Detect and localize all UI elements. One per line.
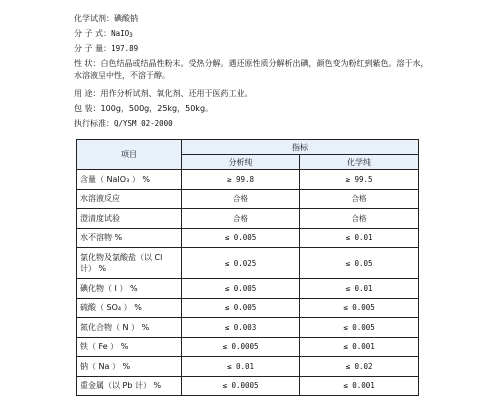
item-cell: 铁（ Fe ） % xyxy=(77,337,182,357)
analytical-value-cell: ≤ 0.0005 xyxy=(182,337,300,357)
analytical-value-cell: ≤ 0.005 xyxy=(182,228,300,248)
chemical-value-cell: ≥ 99.5 xyxy=(300,170,419,190)
table-row xyxy=(77,228,419,248)
table-row xyxy=(77,209,419,229)
use-label: 用 途： xyxy=(74,89,101,98)
analytical-value-cell: ≤ 0.005 xyxy=(182,279,300,299)
table-row xyxy=(77,318,419,338)
chemical-value-cell: ≤ 0.005 xyxy=(300,298,419,318)
item-cell: 澄清度试验 xyxy=(77,209,182,229)
grade-chemical-header: 化学纯 xyxy=(300,155,419,170)
package-label: 包 装： xyxy=(74,104,101,113)
item-cell: 氯化物及氯酸盐（以 Cl 计） % xyxy=(77,248,182,279)
analytical-value-cell: 合格 xyxy=(182,189,300,209)
use-value: 用作分析试剂、氧化剂、还用于医药工业。 xyxy=(100,89,253,98)
standard-label: 执行标准： xyxy=(74,119,114,128)
chemical-value-cell: 合格 xyxy=(300,209,419,229)
chemical-value-cell: ≤ 0.001 xyxy=(300,337,419,357)
standard-line xyxy=(74,118,173,130)
item-header: 项目 xyxy=(77,140,182,170)
item-cell: 重金属（以 Pb 计） % xyxy=(77,376,182,396)
item-cell: 水不溶物 % xyxy=(77,228,182,248)
formula-value: NaIO xyxy=(111,29,130,38)
analytical-value-cell: ≥ 99.8 xyxy=(182,170,300,190)
standard-value: Q/YSM 02-2000 xyxy=(114,119,173,128)
index-header: 指标 xyxy=(182,140,419,155)
use-line xyxy=(74,88,253,100)
properties-label: 性 状： xyxy=(74,59,101,68)
name-value: 碘酸钠 xyxy=(114,14,138,23)
weight-label: 分 子 量： xyxy=(74,44,112,53)
weight-value: 197.89 xyxy=(111,44,139,53)
properties-line xyxy=(74,58,430,82)
grade-analytical-header: 分析纯 xyxy=(182,155,300,170)
chemical-value-cell: ≤ 0.01 xyxy=(300,279,419,299)
chemical-value-cell: ≤ 0.01 xyxy=(300,228,419,248)
analytical-value-cell: ≤ 0.0005 xyxy=(182,376,300,396)
table-row xyxy=(77,248,419,279)
item-cell: 硫酸（ SO₄ ） % xyxy=(77,298,182,318)
table-row xyxy=(77,357,419,377)
analytical-value-cell: ≤ 0.025 xyxy=(182,248,300,279)
table-row xyxy=(77,170,419,190)
properties-value: 白色结晶或结晶性粉末。受热分解。遇还原性质分解析出碘，颜色变为粉红到紫色。溶于水，水溶液呈中性，不溶于醇。 xyxy=(74,59,429,80)
item-cell: 水溶液反应 xyxy=(77,189,182,209)
chemical-value-cell: ≤ 0.005 xyxy=(300,318,419,338)
table-row xyxy=(77,337,419,357)
table-row xyxy=(77,279,419,299)
item-cell: 钠（ Na ） % xyxy=(77,357,182,377)
name-line xyxy=(74,13,138,25)
analytical-value-cell: 合格 xyxy=(182,209,300,229)
formula-line xyxy=(74,28,133,42)
table-row xyxy=(77,189,419,209)
chemical-value-cell: 合格 xyxy=(300,189,419,209)
table-row xyxy=(77,298,419,318)
weight-line xyxy=(74,43,138,55)
item-cell: 氮化合物（ N ） % xyxy=(77,318,182,338)
chemical-value-cell: ≤ 0.05 xyxy=(300,248,419,279)
package-value: 100g，500g，25kg，50kg。 xyxy=(100,104,214,113)
formula-label: 分 子 式： xyxy=(74,29,112,38)
package-line xyxy=(74,103,213,115)
formula-subscript: 3 xyxy=(129,32,133,39)
item-cell: 碘化物（ I ） % xyxy=(77,279,182,299)
item-cell: 含量（ NaIO₃ ） % xyxy=(77,170,182,190)
chemical-value-cell: ≤ 0.02 xyxy=(300,357,419,377)
spec-table xyxy=(76,139,419,396)
spec-table-body xyxy=(77,170,419,396)
chemical-value-cell: ≤ 0.001 xyxy=(300,376,419,396)
analytical-value-cell: ≤ 0.003 xyxy=(182,318,300,338)
analytical-value-cell: ≤ 0.01 xyxy=(182,357,300,377)
table-row xyxy=(77,376,419,396)
name-label: 化学试剂： xyxy=(74,14,114,23)
analytical-value-cell: ≤ 0.005 xyxy=(182,298,300,318)
